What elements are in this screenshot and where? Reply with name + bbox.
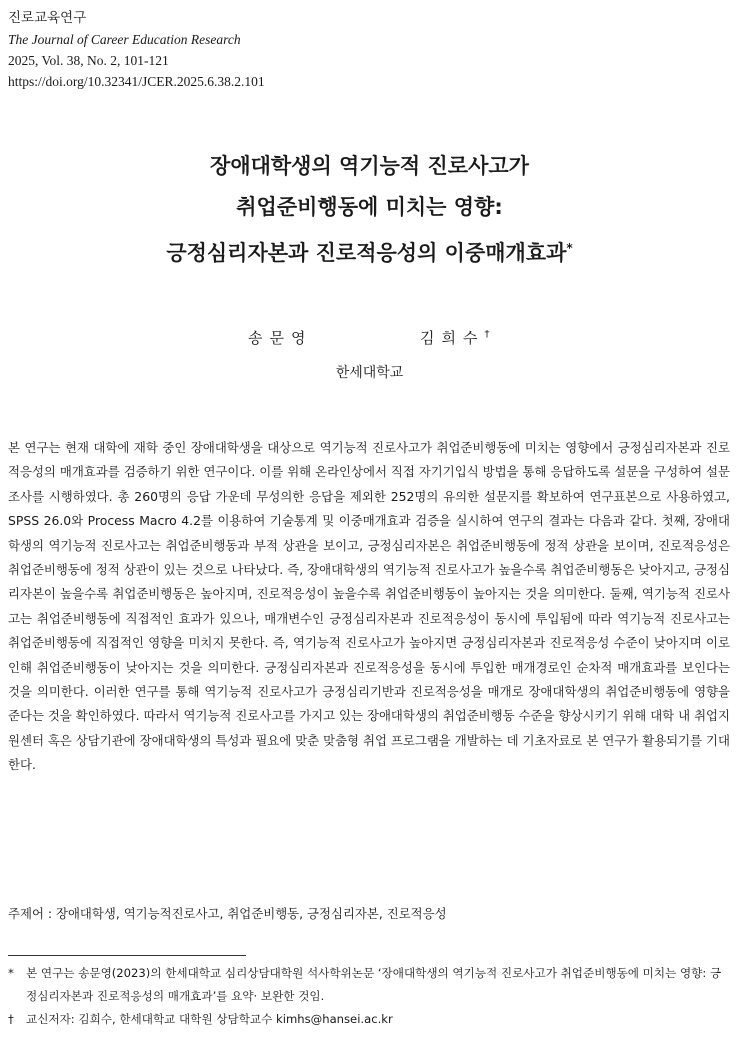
- title-line-3: [0, 228, 739, 274]
- journal-header: [8, 8, 265, 92]
- footnote-1: [8, 962, 732, 1008]
- footnote-divider: [8, 955, 246, 956]
- affiliation: 한세대학교: [335, 365, 404, 381]
- doi-link[interactable]: https://doi.org/10.32341/JCER.2025.6.38.2.101: [8, 74, 265, 89]
- footnote-2: [8, 1008, 732, 1031]
- keywords-text: 장애대학생, 역기능적진로사고, 취업준비행동, 긍정심리자본, 진로적응성: [55, 906, 447, 921]
- title-line-3-text: 긍정심리자본과 진로적응성의 이중매개효과: [166, 241, 567, 265]
- author-2-name: 김희수: [420, 329, 485, 347]
- footnote-1-text: 본 연구는 송문영(2023)의 한세대학교 심리상담대학원 석사학위논문 ‘장애대학생의 역기능적 진로사고가 취업준비행동에 미치는 영향: 긍정심리자본과 진로적응성의 매개효과’를 요약· 보완한 것임.: [26, 966, 722, 1003]
- footnote-1-mark: *: [8, 966, 14, 980]
- title-line-1: 장애대학생의 역기능적 진로사고가: [210, 154, 529, 178]
- corresponding-author-mark: †: [484, 329, 490, 340]
- author-1: 송문영: [248, 329, 313, 347]
- title-line-2: 취업준비행동에 미치는 영향:: [236, 195, 503, 219]
- abstract-text: 본 연구는 현재 대학에 재학 중인 장애대학생을 대상으로 역기능적 진로사고가 취업준비행동에 미치는 영향에서 긍정심리자본과 진로적응성의 매개효과를 검증하기 위한 연구이다. 이를 위해 온라인상에서 직접 자기기입식 방법을 통해 응답하도록 설문을 구성하여 설문조사를 시행하였다. 총 260명의 응답 가운데 무성의한 응답을 제외한 252명의 유의한 설문지를 확보하여 연구표본으로 사용하였고, SPSS 26.0와 Process Macro 4.2를 이용하여 기술통계 및 이중매개효과 검증을 실시하여 연구의 결과는 다음과 같다. 첫째, 장애대학생의 역기능적 진로사고는 취업준비행동과 부적 상관을 보이고, 긍정심리자본은 취업준비행동에 정적 상관을 보이며, 진로적응성은 취업준비행동에 정적 상관이 있는 것으로 나타났다. 즉, 장애대학생의 역기능적 진로사고가 높을수록 취업준비행동은 낮아지고, 긍정심리자본이 높을수록 취업준비행동은 높아지며, 진로적응성이 높을수록 취업준비행동이 높아지는 것을 의미한다. 둘째, 역기능적 진로사고는 취업준비행동에 직접적인 효과가 있으나, 매개변수인 긍정심리자본과 진로적응성이 동시에 투입됨에 따라 역기능적 진로사고는 취업준비행동에 직접적인 영향을 미치지 못한다. 즉, 역기능적 진로사고가 높아지면 긍정심리자본과 진로적응성 수준이 낮아지며 이로 인해 취업준비행동이 낮아지는 것을 의미한다. 긍정심리자본과 진로적응성을 동시에 투입한 매개경로인 순차적 매개효과를 보인다는 것을 의미한다. 이러한 연구를 통해 역기능적 진로사고가 긍정심리기반과 진로적응성을 매개로 장애대학생의 취업준비행동에 영향을 준다는 것을 확인하였다. 따라서 역기능적 진로사고를 가지고 있는 장애대학생의 취업준비행동 수준을 향상시키기 위해 대학 내 취업지원센터 혹은 상담기관에 장애대학생의 특성과 필요에 맞춘 맞춤형 취업 프로그램을 개발하는 데 기초자료로 본 연구가 활용되기를 기대한다.: [8, 440, 730, 773]
- journal-name-english: The Journal of Career Education Research: [8, 32, 241, 47]
- keywords-label: 주제어 :: [8, 906, 53, 921]
- footnote-2-text: 교신저자: 김희수, 한세대학교 대학원 상담학교수 kimhs@hansei.ac.kr: [26, 1012, 393, 1026]
- footnotes: [8, 962, 732, 1031]
- volume-info: 2025, Vol. 38, No. 2, 101-121: [8, 53, 169, 68]
- title-footnote-mark: *: [566, 241, 573, 255]
- keywords: [8, 904, 447, 922]
- paper-title: [0, 146, 739, 274]
- footnote-2-mark: †: [8, 1012, 14, 1026]
- journal-name-korean: 진로교육연구: [8, 10, 87, 26]
- author-2: [420, 327, 489, 348]
